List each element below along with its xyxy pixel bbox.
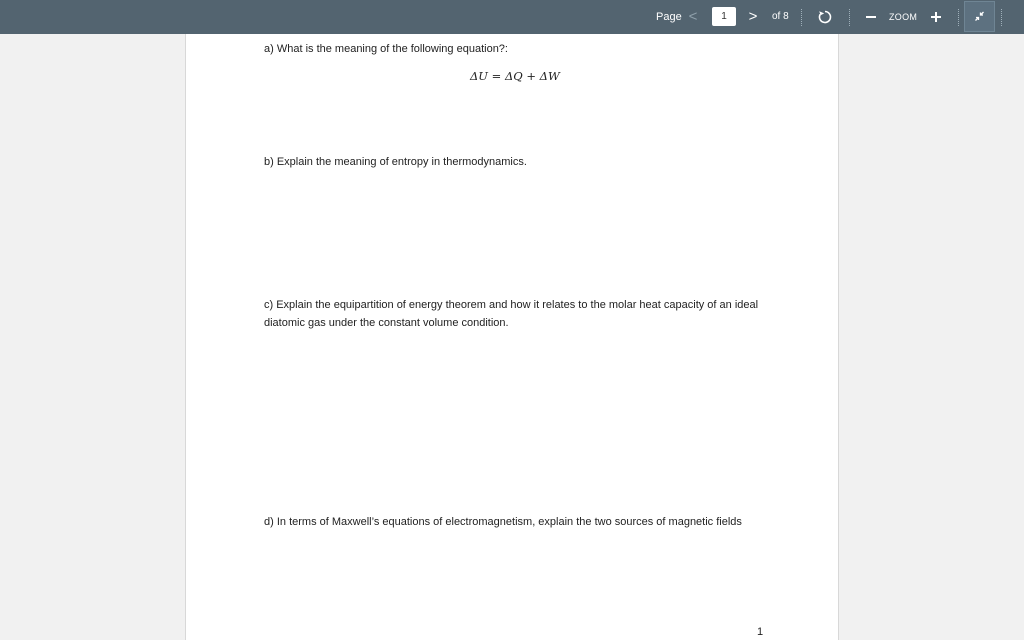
equation-plus: + [526, 69, 536, 83]
page-number-input[interactable] [712, 7, 736, 26]
question-d: d) In terms of Maxwell’s equations of electromagnetism, explain the two sources of magnetic fields [264, 516, 742, 528]
zoom-label: ZOOM [889, 12, 918, 22]
page-label: Page [656, 11, 682, 23]
previous-page-button[interactable]: < [688, 8, 698, 25]
question-a: a) What is the meaning of the following equation?: [264, 43, 508, 55]
fit-page-button[interactable] [964, 1, 995, 32]
toolbar-divider [958, 9, 959, 26]
page-number: 1 [757, 626, 764, 638]
question-b: b) Explain the meaning of entropy in thermodynamics. [264, 156, 527, 168]
equation-term-q: ΔQ [504, 69, 523, 83]
toolbar-divider [1001, 9, 1002, 26]
page-count-label: of 8 [772, 11, 789, 22]
plus-icon [927, 7, 945, 27]
next-page-button[interactable]: > [748, 8, 758, 25]
toolbar-divider [849, 9, 850, 26]
rotate-button[interactable] [816, 8, 834, 26]
equation-lhs: ΔU [470, 69, 488, 83]
viewer-toolbar [0, 0, 1024, 34]
equation-term-w: ΔW [539, 69, 560, 83]
zoom-out-button[interactable] [862, 7, 880, 27]
collapse-icon [965, 2, 994, 31]
equation [470, 69, 560, 83]
zoom-in-button[interactable] [927, 7, 945, 27]
document-page [185, 34, 839, 640]
rotate-icon [816, 8, 834, 26]
minus-icon [862, 7, 880, 27]
equation-equals: = [491, 69, 502, 83]
toolbar-divider [801, 9, 802, 26]
question-c: c) Explain the equipartition of energy theorem and how it relates to the molar heat capacity of an ideal diatomic gas under the constant volume condition. [264, 299, 759, 329]
